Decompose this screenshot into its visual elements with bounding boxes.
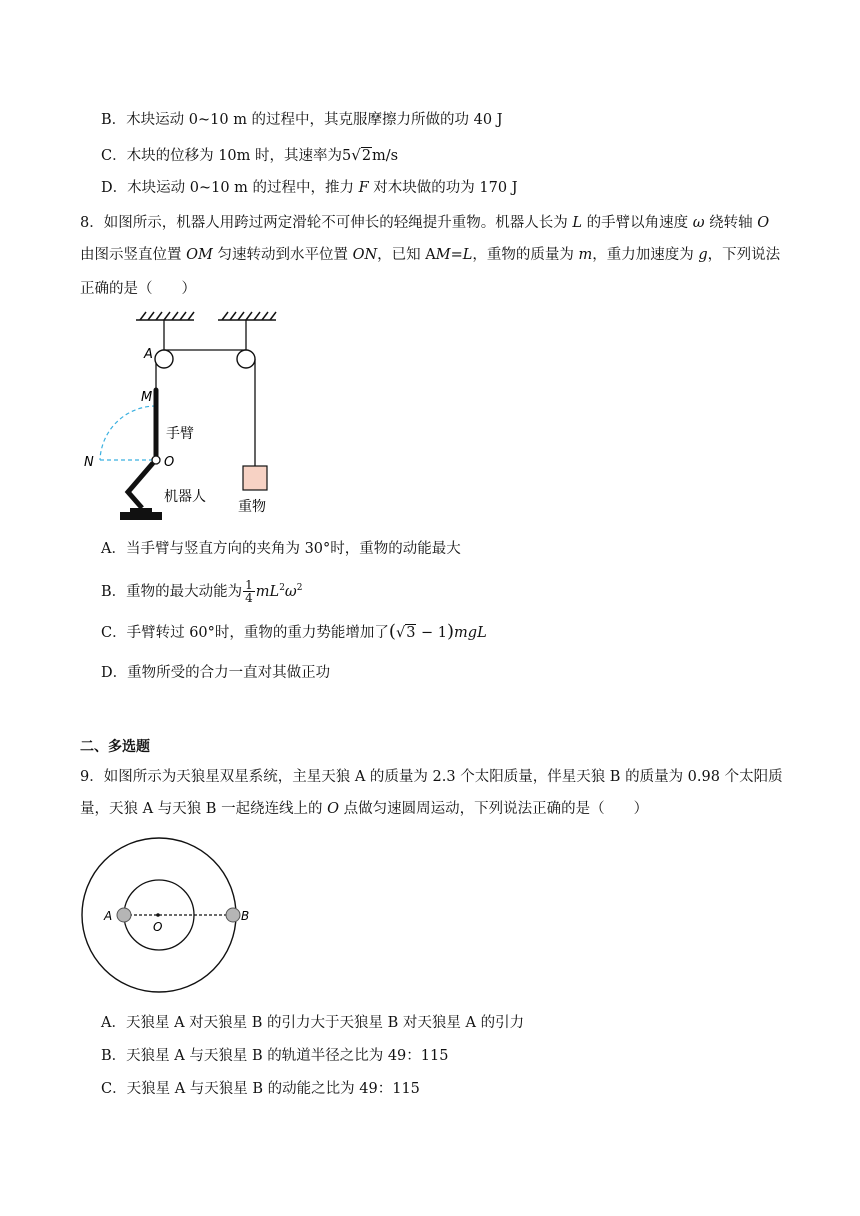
q9-option-a: A．天狼星 A 对天狼星 B 的引力大于天狼星 B 对天狼星 A 的引力 — [101, 1015, 525, 1031]
q8-text: ，重物的质量为 — [472, 247, 579, 263]
center-O — [156, 913, 160, 917]
label-A: A — [144, 347, 153, 362]
q8-option-b — [101, 573, 302, 607]
section-heading-multiple-choice: 二、多选题 — [80, 739, 150, 755]
q7-option-d — [101, 178, 518, 198]
label-arm: 手臂 — [166, 426, 194, 442]
q8-var-ML: M=L — [435, 247, 473, 263]
q8-option-c-expr: mgL — [454, 625, 487, 641]
q7-option-d-force: F — [358, 180, 369, 196]
q8-var-omega: ω — [692, 215, 705, 231]
ceiling-left — [136, 312, 194, 320]
label-weight: 重物 — [238, 499, 266, 515]
label-O: O — [164, 455, 175, 470]
q8-option-d: D．重物所受的合力一直对其做正功 — [101, 665, 331, 681]
q9-text: 点做匀速圆周运动，下列说法正确的是（ ） — [339, 801, 649, 817]
ceiling-right — [218, 312, 276, 320]
q8-text: ，重力加速度为 — [592, 247, 699, 263]
q8-text: ，下列说法 — [707, 247, 781, 263]
q9-stem-line2 — [80, 799, 648, 819]
q9-option-c: C．天狼星 A 与天狼星 B 的动能之比为 49：115 — [101, 1081, 420, 1097]
exponent: 2 — [279, 583, 285, 593]
q8-option-b-omega: ω — [284, 583, 297, 600]
q8-stem-line3: 正确的是（ ） — [80, 281, 196, 297]
q7-option-d-text: D．木块运动 0~10 m 的过程中，推力 — [101, 180, 359, 196]
q8-stem-line2 — [80, 245, 780, 265]
label-M: M — [141, 390, 153, 405]
pulley-right — [237, 350, 255, 368]
star-B — [226, 908, 240, 922]
q7-option-c-root: 2 — [361, 148, 372, 164]
q8-text: 绕转轴 — [704, 215, 758, 231]
q7-option-d-suffix: 对木块做的功为 170 J — [368, 180, 518, 196]
weight-block — [243, 466, 267, 490]
pivot-O — [152, 456, 160, 464]
star-A — [117, 908, 131, 922]
q8-var-O: O — [757, 215, 770, 231]
q8-var-m: m — [578, 247, 593, 263]
q8-text: ，已知 A — [377, 247, 436, 263]
q8-option-b-fraction — [243, 579, 255, 604]
q8-var-ON: ON — [352, 247, 378, 263]
point-M — [154, 388, 159, 393]
q8-var-L: L — [572, 215, 582, 231]
q8-robot-pulley-figure — [80, 308, 300, 530]
q9-stem-line1: 9．如图所示为天狼星双星系统，主星天狼 A 的质量为 2.3 个太阳质量，伴星天狼 B 的质量为 0.98 个太阳质 — [80, 769, 783, 785]
q8-var-OM: OM — [186, 247, 213, 263]
q8-option-c-root: 3 — [406, 625, 416, 641]
q7-option-c: C．木块的位移为 10m 时，其速率为5√2m/s — [101, 146, 399, 164]
q8-option-c-text: C．手臂转过 60°时，重物的重力势能增加了 — [101, 625, 389, 641]
q8-text: 8．如图所示，机器人用跨过两定滑轮不可伸长的轻绳提升重物。机器人长为 — [80, 215, 573, 231]
robot-body — [128, 463, 153, 508]
q9-option-b: B．天狼星 A 与天狼星 B 的轨道半径之比为 49：115 — [101, 1048, 449, 1064]
label-O: O — [153, 920, 163, 934]
q9-binary-star-figure — [80, 834, 260, 996]
fraction-denominator: 4 — [245, 591, 253, 606]
q7-option-c-coef: 5 — [342, 148, 352, 164]
q9-var-O: O — [327, 801, 340, 817]
label-A: A — [104, 909, 113, 923]
q7-option-c-unit: m/s — [372, 148, 399, 164]
q8-text: 的手臂以角速度 — [581, 215, 693, 231]
robot-base — [120, 512, 162, 520]
fraction-numerator: 1 — [245, 578, 253, 593]
q7-option-c-text: C．木块的位移为 10m 时，其速率为 — [101, 148, 343, 164]
pulley-left — [155, 350, 173, 368]
q7-option-b: B．木块运动 0~10 m 的过程中，其克服摩擦力所做的功 40 J — [101, 112, 503, 128]
q8-text: 由图示竖直位置 — [80, 247, 187, 263]
q8-option-a: A．当手臂与竖直方向的夹角为 30°时，重物的动能最大 — [101, 541, 461, 557]
label-robot: 机器人 — [164, 489, 206, 505]
robot-base-top — [130, 508, 152, 512]
q9-text: 量，天狼 A 与天狼 B 一起绕连线上的 — [80, 801, 328, 817]
q8-stem-line1 — [80, 213, 769, 233]
q8-text: 匀速转动到水平位置 — [212, 247, 353, 263]
label-N: N — [84, 455, 94, 470]
q8-option-c: C．手臂转过 60°时，重物的重力势能增加了(√3 − 1)mgL — [101, 621, 487, 642]
q8-option-b-expr: mL — [255, 583, 280, 600]
label-B: B — [241, 909, 250, 923]
q8-var-g: g — [698, 247, 708, 263]
q8-option-c-minus: − 1 — [416, 625, 448, 641]
arm-path-arc — [100, 406, 156, 460]
exponent: 2 — [296, 583, 303, 593]
q8-option-b-text: B．重物的最大动能为 — [101, 583, 243, 600]
